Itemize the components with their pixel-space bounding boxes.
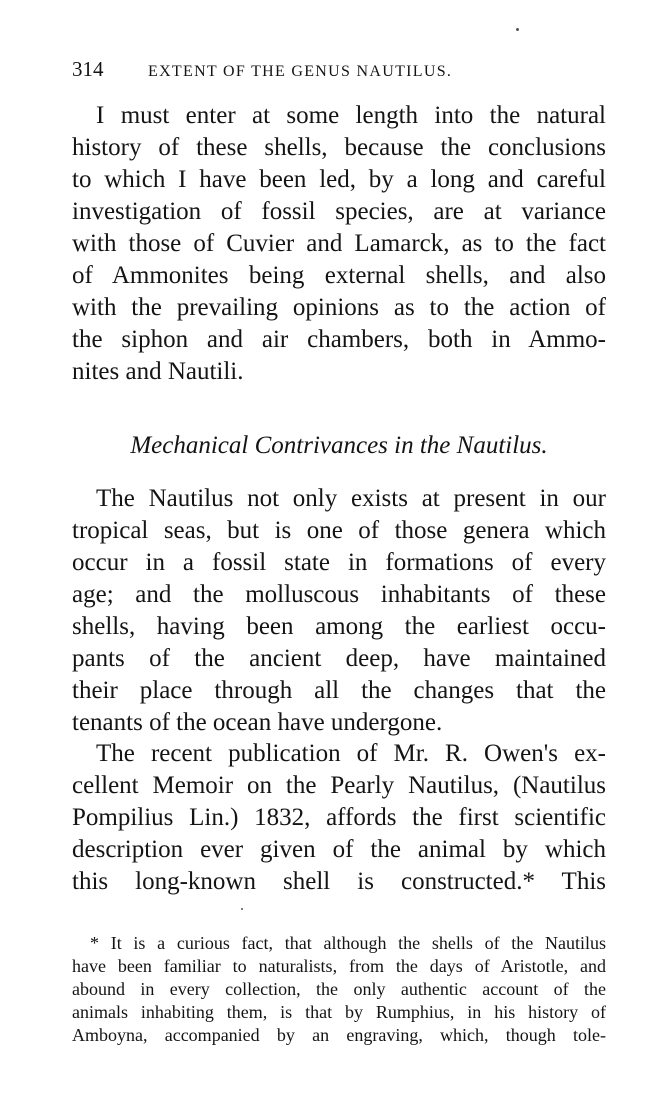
footnote	[72, 932, 606, 1047]
text-line: occur in a fossil state in formations of every	[72, 549, 606, 576]
paragraph-2	[72, 483, 606, 739]
text-line: tropical seas, but is one of those genera which	[72, 517, 606, 544]
text-line: The Nautilus not only exists at present in our	[96, 485, 606, 512]
footnote-line: have been familiar to naturalists, from the days of Aristotle, and	[72, 956, 606, 976]
text-line: age; and the molluscous inhabitants of these	[72, 581, 606, 608]
text-line: description ever given of the animal by which	[72, 836, 606, 863]
text-line: nites and Nautili.	[72, 358, 244, 385]
footnote-line: Amboyna, accompanied by an engraving, which, though tole-	[72, 1025, 606, 1045]
footnote-line: * It is a curious fact, that although the shells of the Nautilus	[90, 933, 606, 953]
footnote-line: animals inhabiting them, is that by Rumphius, in his history of	[72, 1002, 606, 1022]
paragraph-1	[72, 100, 606, 388]
text-line: investigation of fossil species, are at variance	[72, 198, 606, 225]
text-line: tenants of the ocean have undergone.	[72, 709, 443, 736]
text-line: with those of Cuvier and Lamarck, as to the fact	[72, 230, 606, 257]
text-line: history of these shells, because the conclusions	[72, 134, 606, 161]
text-line: shells, having been among the earliest occu-	[72, 613, 606, 640]
text-line: The recent publication of Mr. R. Owen's ex-	[96, 740, 606, 767]
text-line: to which I have been led, by a long and careful	[72, 166, 606, 193]
text-line: with the prevailing opinions as to the action of	[72, 294, 606, 321]
paragraph-3	[72, 738, 606, 898]
page-number: 314	[72, 57, 104, 81]
footnote-line: abound in every collection, the only authentic account of the	[72, 979, 606, 999]
text-line: their place through all the changes that the	[72, 677, 606, 704]
section-heading: Mechanical Contrivances in the Nautilus.	[130, 432, 548, 459]
paper-speck	[241, 908, 243, 910]
text-line: Pompilius Lin.) 1832, affords the first scientific	[72, 804, 606, 831]
running-header	[72, 56, 612, 85]
running-title: EXTENT OF THE GENUS NAUTILUS.	[148, 63, 453, 80]
paper-speck	[516, 28, 519, 31]
text-line: the siphon and air chambers, both in Ammo-	[72, 326, 606, 353]
text-line: I must enter at some length into the natural	[96, 102, 606, 129]
text-line: cellent Memoir on the Pearly Nautilus, (Nautilus	[72, 772, 606, 799]
text-line: this long-known shell is constructed.* This	[72, 868, 606, 895]
text-line: pants of the ancient deep, have maintained	[72, 645, 606, 672]
text-line: of Ammonites being external shells, and also	[72, 262, 606, 289]
